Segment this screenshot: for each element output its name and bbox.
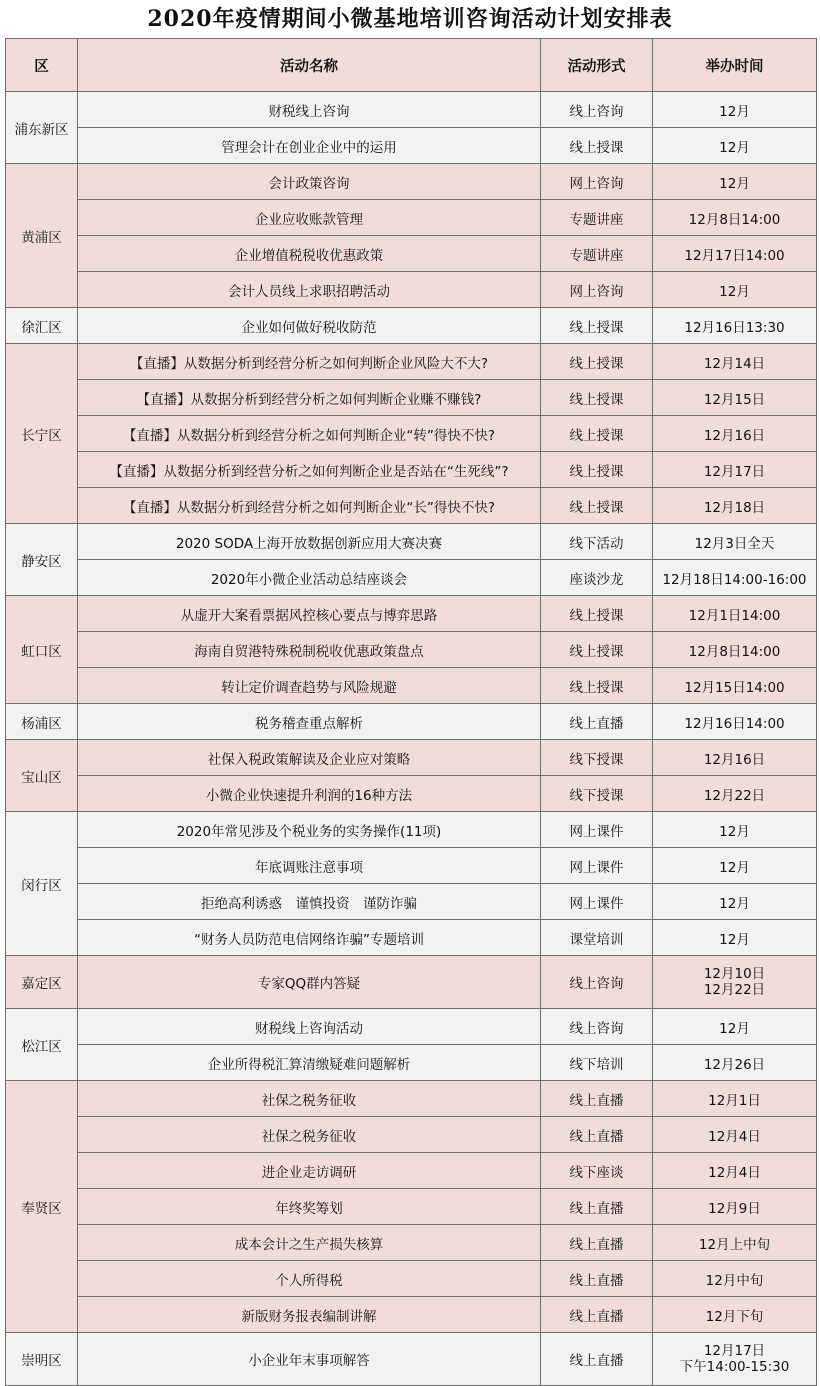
time-line: 12月17日 bbox=[703, 1343, 766, 1359]
format-cell: 线上授课 bbox=[541, 596, 653, 632]
time-cell: 12月 bbox=[653, 812, 817, 848]
table-row bbox=[6, 128, 817, 164]
table-row bbox=[6, 92, 817, 128]
activity-cell: 会计政策咨询 bbox=[78, 164, 541, 200]
format-cell: 网上咨询 bbox=[541, 272, 653, 308]
header-row bbox=[6, 39, 817, 92]
activity-cell: 海南自贸港特殊税制税收优惠政策盘点 bbox=[78, 632, 541, 668]
time-cell: 12月22日 bbox=[653, 776, 817, 812]
activity-cell: 社保之税务征收 bbox=[78, 1117, 541, 1153]
format-cell: 线上授课 bbox=[541, 308, 653, 344]
district-cell: 嘉定区 bbox=[6, 956, 78, 1009]
time-cell: 12月4日 bbox=[653, 1153, 817, 1189]
header-activity: 活动名称 bbox=[78, 39, 541, 92]
activity-cell: 年终奖筹划 bbox=[78, 1189, 541, 1225]
activity-cell: 企业所得税汇算清缴疑难问题解析 bbox=[78, 1045, 541, 1081]
time-cell: 12月上中旬 bbox=[653, 1225, 817, 1261]
district-cell: 闵行区 bbox=[6, 812, 78, 956]
table-row bbox=[6, 164, 817, 200]
table-row bbox=[6, 1153, 817, 1189]
activity-cell: “财务人员防范电信网络诈骗”专题培训 bbox=[78, 920, 541, 956]
table-row bbox=[6, 272, 817, 308]
format-cell: 线上直播 bbox=[541, 1189, 653, 1225]
format-cell: 线上直播 bbox=[541, 704, 653, 740]
format-cell: 线上直播 bbox=[541, 1225, 653, 1261]
activity-cell: 小企业年末事项解答 bbox=[78, 1333, 541, 1386]
format-cell: 线上直播 bbox=[541, 1297, 653, 1333]
format-cell: 课堂培训 bbox=[541, 920, 653, 956]
format-cell: 线上直播 bbox=[541, 1081, 653, 1117]
format-cell: 线上直播 bbox=[541, 1261, 653, 1297]
activity-cell: 【直播】从数据分析到经营分析之如何判断企业“长”得快不快? bbox=[78, 488, 541, 524]
format-cell: 线上授课 bbox=[541, 632, 653, 668]
format-cell: 线上授课 bbox=[541, 344, 653, 380]
time-cell: 12月14日 bbox=[653, 344, 817, 380]
district-cell: 杨浦区 bbox=[6, 704, 78, 740]
table-row bbox=[6, 632, 817, 668]
table-row bbox=[6, 596, 817, 632]
activity-cell: 进企业走访调研 bbox=[78, 1153, 541, 1189]
header-time: 举办时间 bbox=[653, 39, 817, 92]
format-cell: 线上直播 bbox=[541, 1333, 653, 1386]
time-cell: 12月下旬 bbox=[653, 1297, 817, 1333]
format-cell: 网上课件 bbox=[541, 884, 653, 920]
district-cell: 松江区 bbox=[6, 1009, 78, 1081]
format-cell: 线上直播 bbox=[541, 1117, 653, 1153]
format-cell: 线上授课 bbox=[541, 380, 653, 416]
activity-cell: 企业应收账款管理 bbox=[78, 200, 541, 236]
table-row bbox=[6, 200, 817, 236]
format-cell: 线上授课 bbox=[541, 452, 653, 488]
format-cell: 线下活动 bbox=[541, 524, 653, 560]
time-cell: 12月 bbox=[653, 92, 817, 128]
format-cell: 线下座谈 bbox=[541, 1153, 653, 1189]
time-cell: 12月1日 bbox=[653, 1081, 817, 1117]
time-cell: 12月17日14:00 bbox=[653, 236, 817, 272]
table-row bbox=[6, 1297, 817, 1333]
time-cell: 12月18日 bbox=[653, 488, 817, 524]
format-cell: 网上课件 bbox=[541, 812, 653, 848]
district-cell: 徐汇区 bbox=[6, 308, 78, 344]
time-cell bbox=[653, 1333, 817, 1386]
table-row bbox=[6, 920, 817, 956]
district-cell: 浦东新区 bbox=[6, 92, 78, 164]
time-cell: 12月9日 bbox=[653, 1189, 817, 1225]
time-cell: 12月26日 bbox=[653, 1045, 817, 1081]
district-cell: 长宁区 bbox=[6, 344, 78, 524]
activity-cell: 会计人员线上求职招聘活动 bbox=[78, 272, 541, 308]
table-row bbox=[6, 1189, 817, 1225]
activity-cell: 2020年小微企业活动总结座谈会 bbox=[78, 560, 541, 596]
format-cell: 线上授课 bbox=[541, 416, 653, 452]
table-row bbox=[6, 740, 817, 776]
time-cell: 12月8日14:00 bbox=[653, 200, 817, 236]
activity-cell: 成本会计之生产损失核算 bbox=[78, 1225, 541, 1261]
time-line: 12月10日 bbox=[703, 966, 766, 982]
time-cell: 12月16日 bbox=[653, 740, 817, 776]
format-cell: 线下培训 bbox=[541, 1045, 653, 1081]
time-cell: 12月1日14:00 bbox=[653, 596, 817, 632]
time-cell: 12月3日全天 bbox=[653, 524, 817, 560]
table-row bbox=[6, 1045, 817, 1081]
time-cell: 12月 bbox=[653, 1009, 817, 1045]
activity-cell: 转让定价调查趋势与风险规避 bbox=[78, 668, 541, 704]
district-cell: 奉贤区 bbox=[6, 1081, 78, 1333]
table-row bbox=[6, 848, 817, 884]
time-cell: 12月 bbox=[653, 848, 817, 884]
header-format: 活动形式 bbox=[541, 39, 653, 92]
activity-cell: 【直播】从数据分析到经营分析之如何判断企业赚不赚钱? bbox=[78, 380, 541, 416]
time-cell bbox=[653, 956, 817, 1009]
schedule-body bbox=[6, 92, 817, 1386]
table-row bbox=[6, 380, 817, 416]
activity-cell: 税务稽查重点解析 bbox=[78, 704, 541, 740]
time-cell: 12月18日14:00-16:00 bbox=[653, 560, 817, 596]
time-cell: 12月 bbox=[653, 920, 817, 956]
table-row bbox=[6, 1081, 817, 1117]
format-cell: 线上咨询 bbox=[541, 1009, 653, 1045]
time-cell: 12月16日 bbox=[653, 416, 817, 452]
table-row bbox=[6, 884, 817, 920]
activity-cell: 2020年常见涉及个税业务的实务操作(11项) bbox=[78, 812, 541, 848]
format-cell: 线上咨询 bbox=[541, 92, 653, 128]
district-cell: 崇明区 bbox=[6, 1333, 78, 1386]
activity-cell: 【直播】从数据分析到经营分析之如何判断企业是否站在“生死线”? bbox=[78, 452, 541, 488]
time-cell: 12月 bbox=[653, 272, 817, 308]
table-row bbox=[6, 1225, 817, 1261]
activity-cell: 【直播】从数据分析到经营分析之如何判断企业风险大不大? bbox=[78, 344, 541, 380]
table-row bbox=[6, 1333, 817, 1386]
activity-cell: 财税线上咨询 bbox=[78, 92, 541, 128]
time-cell: 12月 bbox=[653, 128, 817, 164]
table-row bbox=[6, 1261, 817, 1297]
time-line: 下午14:00-15:30 bbox=[679, 1359, 790, 1375]
format-cell: 网上课件 bbox=[541, 848, 653, 884]
table-row bbox=[6, 344, 817, 380]
format-cell: 线上咨询 bbox=[541, 956, 653, 1009]
time-cell: 12月8日14:00 bbox=[653, 632, 817, 668]
format-cell: 线下授课 bbox=[541, 776, 653, 812]
activity-cell: 企业如何做好税收防范 bbox=[78, 308, 541, 344]
activity-cell: 财税线上咨询活动 bbox=[78, 1009, 541, 1045]
activity-cell: 拒绝高利诱惑 谨慎投资 谨防诈骗 bbox=[78, 884, 541, 920]
table-row bbox=[6, 236, 817, 272]
activity-cell: 社保入税政策解读及企业应对策略 bbox=[78, 740, 541, 776]
district-cell: 虹口区 bbox=[6, 596, 78, 704]
activity-cell: 年底调账注意事项 bbox=[78, 848, 541, 884]
table-row bbox=[6, 1117, 817, 1153]
time-cell: 12月 bbox=[653, 164, 817, 200]
format-cell: 网上咨询 bbox=[541, 164, 653, 200]
format-cell: 线下授课 bbox=[541, 740, 653, 776]
table-row bbox=[6, 452, 817, 488]
table-row bbox=[6, 956, 817, 1009]
schedule-table bbox=[5, 38, 817, 1386]
table-row bbox=[6, 416, 817, 452]
time-cell: 12月中旬 bbox=[653, 1261, 817, 1297]
table-row bbox=[6, 560, 817, 596]
district-cell: 宝山区 bbox=[6, 740, 78, 812]
table-row bbox=[6, 488, 817, 524]
activity-cell: 新版财务报表编制讲解 bbox=[78, 1297, 541, 1333]
format-cell: 专题讲座 bbox=[541, 236, 653, 272]
activity-cell: 个人所得税 bbox=[78, 1261, 541, 1297]
activity-cell: 社保之税务征收 bbox=[78, 1081, 541, 1117]
table-row bbox=[6, 704, 817, 740]
time-cell: 12月4日 bbox=[653, 1117, 817, 1153]
time-line: 12月22日 bbox=[703, 982, 766, 998]
time-cell: 12月16日14:00 bbox=[653, 704, 817, 740]
activity-cell: 企业增值税税收优惠政策 bbox=[78, 236, 541, 272]
table-row bbox=[6, 308, 817, 344]
activity-cell: 管理会计在创业企业中的运用 bbox=[78, 128, 541, 164]
table-row bbox=[6, 524, 817, 560]
table-row bbox=[6, 1009, 817, 1045]
activity-cell: 【直播】从数据分析到经营分析之如何判断企业“转”得快不快? bbox=[78, 416, 541, 452]
header-district: 区 bbox=[6, 39, 78, 92]
district-cell: 黄浦区 bbox=[6, 164, 78, 308]
format-cell: 线上授课 bbox=[541, 488, 653, 524]
table-row bbox=[6, 776, 817, 812]
format-cell: 线上授课 bbox=[541, 128, 653, 164]
time-cell: 12月15日 bbox=[653, 380, 817, 416]
format-cell: 线上授课 bbox=[541, 668, 653, 704]
table-row bbox=[6, 668, 817, 704]
table-row bbox=[6, 812, 817, 848]
document-title: 2020年疫情期间小微基地培训咨询活动计划安排表 bbox=[147, 6, 673, 32]
time-cell: 12月15日14:00 bbox=[653, 668, 817, 704]
time-cell: 12月17日 bbox=[653, 452, 817, 488]
activity-cell: 从虚开大案看票据风控核心要点与博弈思路 bbox=[78, 596, 541, 632]
format-cell: 专题讲座 bbox=[541, 200, 653, 236]
format-cell: 座谈沙龙 bbox=[541, 560, 653, 596]
activity-cell: 专家QQ群内答疑 bbox=[78, 956, 541, 1009]
activity-cell: 小微企业快速提升利润的16种方法 bbox=[78, 776, 541, 812]
activity-cell: 2020 SODA上海开放数据创新应用大赛决赛 bbox=[78, 524, 541, 560]
time-cell: 12月 bbox=[653, 884, 817, 920]
time-cell: 12月16日13:30 bbox=[653, 308, 817, 344]
district-cell: 静安区 bbox=[6, 524, 78, 596]
